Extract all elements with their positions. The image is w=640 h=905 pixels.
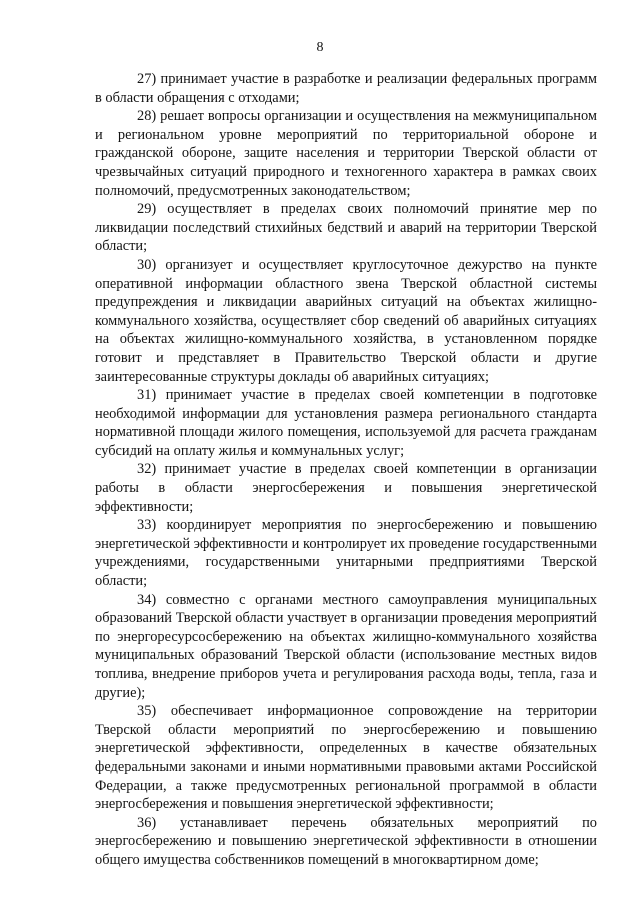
paragraph-29: 29) осуществляет в пределах своих полномочий принятие мер по ликвидации последствий стихийных бедствий и аварий на территории Тверской области; [95, 201, 597, 255]
paragraph-32: 32) принимает участие в пределах своей компетенции в организации работы в области энергосбережения и повышения энергетической эффективности; [95, 461, 597, 515]
paragraph-33: 33) координирует мероприятия по энергосбережению и повышению энергетической эффективности и контролирует их проведение государственными учреждениями, государственными унитарными предприятиями Тверской области; [95, 517, 597, 590]
page-number: 8 [316, 40, 324, 55]
paragraph-30: 30) организует и осуществляет круглосуточное дежурство на пункте оперативной информации областного звена Тверской областной системы предупреждения и ликвидации аварийных ситуаций на объектах жилищно-коммунального хозяйства, осуществляет сбор сведений об аварийных ситуациях на объектах жилищно-коммунального хозяйства, в установленном порядке готовит и представляет в Правительство Тверской области и другие заинтересованные структуры доклады об аварийных ситуациях; [95, 256, 597, 385]
paragraph-27: 27) принимает участие в разработке и реализации федеральных программ в области обращения с отходами; [95, 71, 597, 106]
paragraph-31: 31) принимает участие в пределах своей компетенции в подготовке необходимой информации для установления размера регионального стандарта нормативной площади жилого помещения, используемой для расчета гражданам субсидий на оплату жилья и коммунальных услуг; [95, 387, 597, 459]
paragraph-36: 36) устанавливает перечень обязательных мероприятий по энергосбережению и повышению энергетической эффективности в отношении общего имущества собственников помещений в многоквартирном доме; [95, 814, 597, 868]
paragraph-28: 28) решает вопросы организации и осуществления на межмуниципальном и региональном уровне мероприятий по территориальной обороне и гражданской обороне, защите населения и территории Тверской области от чрезвычайных ситуаций природного и техногенного характера в рамках своих полномочий, предусмотренных законодательством; [95, 108, 597, 199]
document-body [95, 70, 597, 870]
paragraph-35: 35) обеспечивает информационное сопровождение на территории Тверской области мероприятий по энергосбережению и повышению энергетической эффективности, определенных в качестве обязательных федеральными законами и иными нормативными правовыми актами Российской Федерации, а также предусмотренных региональной программой в области энергосбережения и повышения энергетической эффективности; [95, 703, 597, 813]
paragraph-34: 34) совместно с органами местного самоуправления муниципальных образований Тверской области участвует в организации проведения мероприятий по энергоресурсосбережению на объектах жилищно-коммунального хозяйства муниципальных образований Тверской области (использование местных видов топлива, внедрение приборов учета и регулирования расхода воды, тепла, газа и другие); [95, 591, 597, 701]
